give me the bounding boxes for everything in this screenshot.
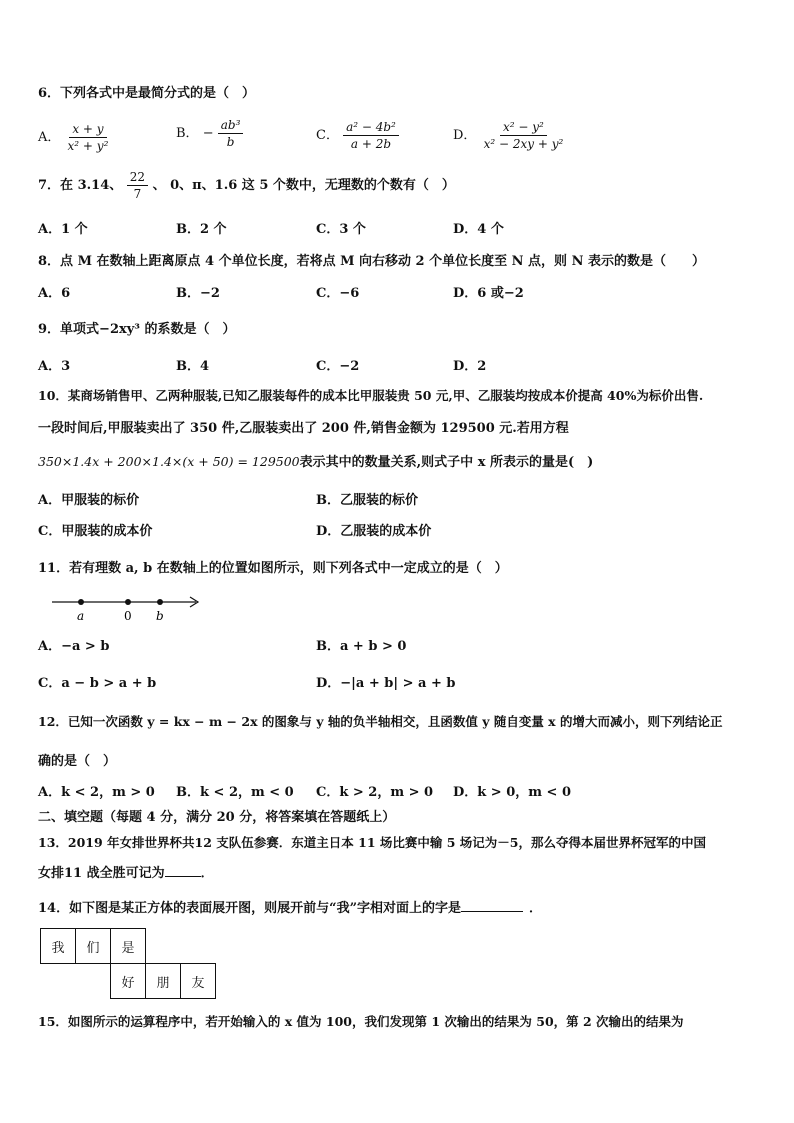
point-a	[78, 599, 84, 605]
q10-option-d: D．乙服装的成本价	[316, 524, 432, 539]
denominator: x² + y²	[67, 139, 109, 153]
q12-option-c: C．k > 2，m > 0	[316, 785, 434, 800]
q8-option-c: C．−6	[316, 286, 360, 301]
q6-option-a	[38, 122, 111, 153]
option-label: A．	[38, 130, 61, 145]
cube-face: 是	[111, 929, 146, 964]
option-label: B．	[176, 126, 199, 141]
q12-option-a: A．k < 2，m > 0	[38, 785, 155, 800]
q10-line-1: 10．某商场销售甲、乙两种服装,已知乙服装每件的成本比甲服装贵 50 元,甲、乙服装均按成本价提高 40%为标价出售.	[38, 388, 704, 403]
q6-option-c	[316, 120, 399, 151]
q9-stem: 9．单项式−2xy³ 的系数是（ ）	[38, 322, 236, 337]
q8-option-d: D．6 或−2	[453, 286, 524, 301]
point-zero	[125, 599, 131, 605]
q10-option-c: C．甲服装的成本价	[38, 524, 153, 539]
q6-option-b	[176, 118, 243, 149]
q12-option-d: D．k > 0，m < 0	[453, 785, 572, 800]
q11-option-b: B．a + b > 0	[316, 639, 407, 654]
q10-equation: 350×1.4x + 200×1.4×(x + 50) = 129500	[38, 454, 300, 469]
q10-option-b: B．乙服装的标价	[316, 493, 418, 508]
q7-option-c: C．3 个	[316, 222, 366, 237]
q11-option-c: C．a − b > a + b	[38, 676, 157, 691]
q7-option-d: D．4 个	[453, 222, 504, 237]
label-zero: 0	[124, 609, 132, 623]
numerator: 22	[127, 170, 148, 186]
cube-face: 好	[111, 964, 146, 999]
q14-stem	[38, 897, 542, 916]
q6-option-d	[453, 120, 566, 151]
fraction	[481, 120, 567, 151]
cube-net-figure	[40, 928, 216, 999]
label-a: a	[77, 609, 85, 623]
section-fill-in-heading: 二、填空题（每题 4 分，满分 20 分，将答案填在答题纸上）	[38, 810, 396, 825]
numerator: x² − y²	[500, 120, 547, 136]
fraction-22-7	[127, 170, 148, 201]
q15-line-1: 15．如图所示的运算程序中，若开始输入的 x 值为 100，我们发现第 1 次输出的结果为 50，第 2 次输出的结果为	[38, 1014, 684, 1029]
q7-option-a: A．1 个	[38, 222, 88, 237]
q6-stem: 6．下列各式中是最简分式的是（ ）	[38, 86, 256, 101]
q7-stem	[38, 170, 455, 201]
label-b: b	[156, 609, 164, 623]
q10-question: 表示其中的数量关系,则式子中 x 所表示的量是( )	[299, 455, 594, 470]
q14-end: ．	[529, 901, 543, 916]
answer-blank[interactable]	[165, 863, 201, 877]
cube-face: 我	[41, 929, 76, 964]
answer-blank[interactable]	[461, 898, 523, 912]
denominator: 7	[133, 187, 142, 201]
q8-stem: 8．点 M 在数轴上距离原点 4 个单位长度，若将点 M 向右移动 2 个单位长度至 N 点，则 N 表示的数是（ ）	[38, 254, 705, 269]
q7-stem-start: 7．在 3.14、	[38, 178, 123, 193]
q9-option-c: C．−2	[316, 359, 360, 374]
denominator: x² − 2xy + y²	[483, 137, 564, 151]
q10-line-3	[38, 451, 593, 470]
q13-line-1: 13．2019 年女排世界杯共12 支队伍参赛．东道主日本 11 场比赛中输 5 场记为－5，那么夺得本届世界杯冠军的中国	[38, 835, 706, 850]
q9-option-d: D．2	[453, 359, 487, 374]
cube-face: 朋	[146, 964, 181, 999]
q9-option-a: A．3	[38, 359, 71, 374]
q13-line-2	[38, 862, 214, 881]
denominator: a + 2b	[350, 137, 392, 151]
empty-cell	[76, 964, 111, 999]
q7-option-b: B．2 个	[176, 222, 227, 237]
q13-text: 女排11 战全胜可记为	[38, 866, 165, 881]
q11-stem: 11．若有理数 a, b 在数轴上的位置如图所示，则下列各式中一定成立的是（ ）	[38, 561, 508, 576]
option-label: C．	[316, 128, 339, 143]
cube-net-row	[41, 964, 216, 999]
option-label: D．	[453, 128, 477, 143]
numerator: ab³	[218, 118, 244, 134]
q7-stem-end: 、 0、π、1.6 这 5 个数中，无理数的个数有（ ）	[152, 178, 455, 193]
cube-net-row	[41, 929, 216, 964]
q9-option-b: B．4	[176, 359, 210, 374]
fraction	[218, 118, 244, 149]
q8-option-a: A．6	[38, 286, 71, 301]
cube-face: 友	[181, 964, 216, 999]
cube-face: 们	[76, 929, 111, 964]
empty-cell	[41, 964, 76, 999]
q12-line-1: 12．已知一次函数 y = kx − m − 2x 的图象与 y 轴的负半轴相交，且函数值 y 随自变量 x 的增大而减小，则下列结论正	[38, 714, 723, 729]
q12-option-b: B．k < 2，m < 0	[176, 785, 294, 800]
q10-option-a: A．甲服装的标价	[38, 493, 140, 508]
minus-sign: −	[202, 126, 214, 141]
point-b	[157, 599, 163, 605]
q8-option-b: B．−2	[176, 286, 220, 301]
q10-line-2: 一段时间后,甲服装卖出了 350 件,乙服装卖出了 200 件,销售金额为 129500 元.若用方程	[38, 421, 569, 436]
q14-text: 14．如下图是某正方体的表面展开图，则展开前与“我”字相对面上的字是	[38, 901, 462, 916]
numerator: x + y	[69, 122, 106, 138]
fraction	[65, 122, 112, 153]
fraction	[343, 120, 399, 151]
empty-cell	[146, 929, 181, 964]
denominator: b	[226, 135, 235, 149]
empty-cell	[181, 929, 216, 964]
numerator: a² − 4b²	[343, 120, 399, 136]
q13-end: ．	[200, 866, 214, 881]
number-line-figure	[50, 592, 210, 626]
q12-line-2: 确的是（ ）	[38, 754, 117, 769]
q11-option-a: A．−a > b	[38, 639, 110, 654]
q11-option-d: D．−|a + b| > a + b	[316, 676, 456, 691]
